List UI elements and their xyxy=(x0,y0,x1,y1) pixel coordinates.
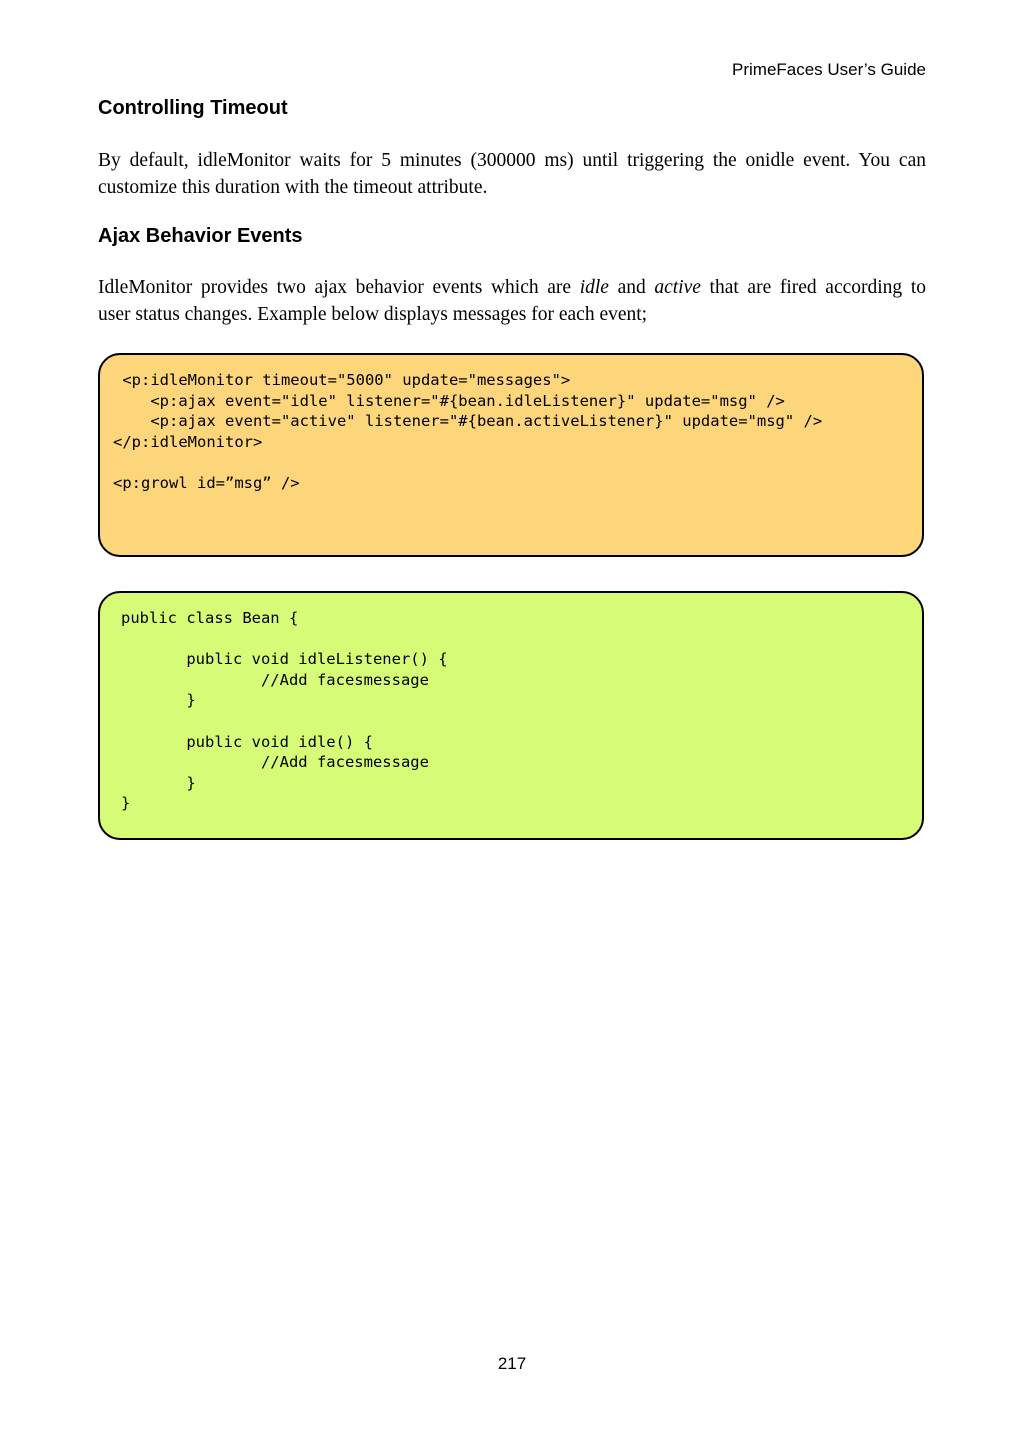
text-run: and xyxy=(608,277,655,298)
xml-code: <p:idleMonitor timeout="5000" update="messages"> <p:ajax event="idle" listener="#{bean.idleListener}" update="msg" /> <p:ajax event="active" listener="#{bean.activeListener}" update="msg" /> </p:idleMonitor> <p:growl id=”msg” /> xyxy=(113,371,823,492)
paragraph-line xyxy=(98,274,926,301)
section-heading-controlling-timeout: Controlling Timeout xyxy=(98,97,288,119)
section-heading-ajax-behavior-events: Ajax Behavior Events xyxy=(98,225,303,247)
java-code-block xyxy=(98,591,924,840)
paragraph-timeout-description xyxy=(98,147,926,201)
running-header: PrimeFaces User’s Guide xyxy=(732,60,926,79)
xml-code-block xyxy=(98,353,924,557)
java-code: public class Bean { public void idleListener() { //Add facesmessage } public void idle() { //Add facesmessage } } xyxy=(121,609,448,813)
emphasis-idle: idle xyxy=(579,277,609,298)
text-run: IdleMonitor provides two ajax behavior events which are xyxy=(98,277,580,298)
paragraph-line: user status changes. Example below displays messages for each event; xyxy=(98,304,648,325)
paragraph-ajax-events-description xyxy=(98,274,926,328)
emphasis-active: active xyxy=(654,277,701,298)
page-number: 217 xyxy=(497,1354,527,1373)
paragraph-line: customize this duration with the timeout attribute. xyxy=(98,177,488,198)
paragraph-line: By default, idleMonitor waits for 5 minutes (300000 ms) until triggering the onidle event. You can xyxy=(98,150,926,171)
text-run: that are fired according to xyxy=(700,277,926,298)
